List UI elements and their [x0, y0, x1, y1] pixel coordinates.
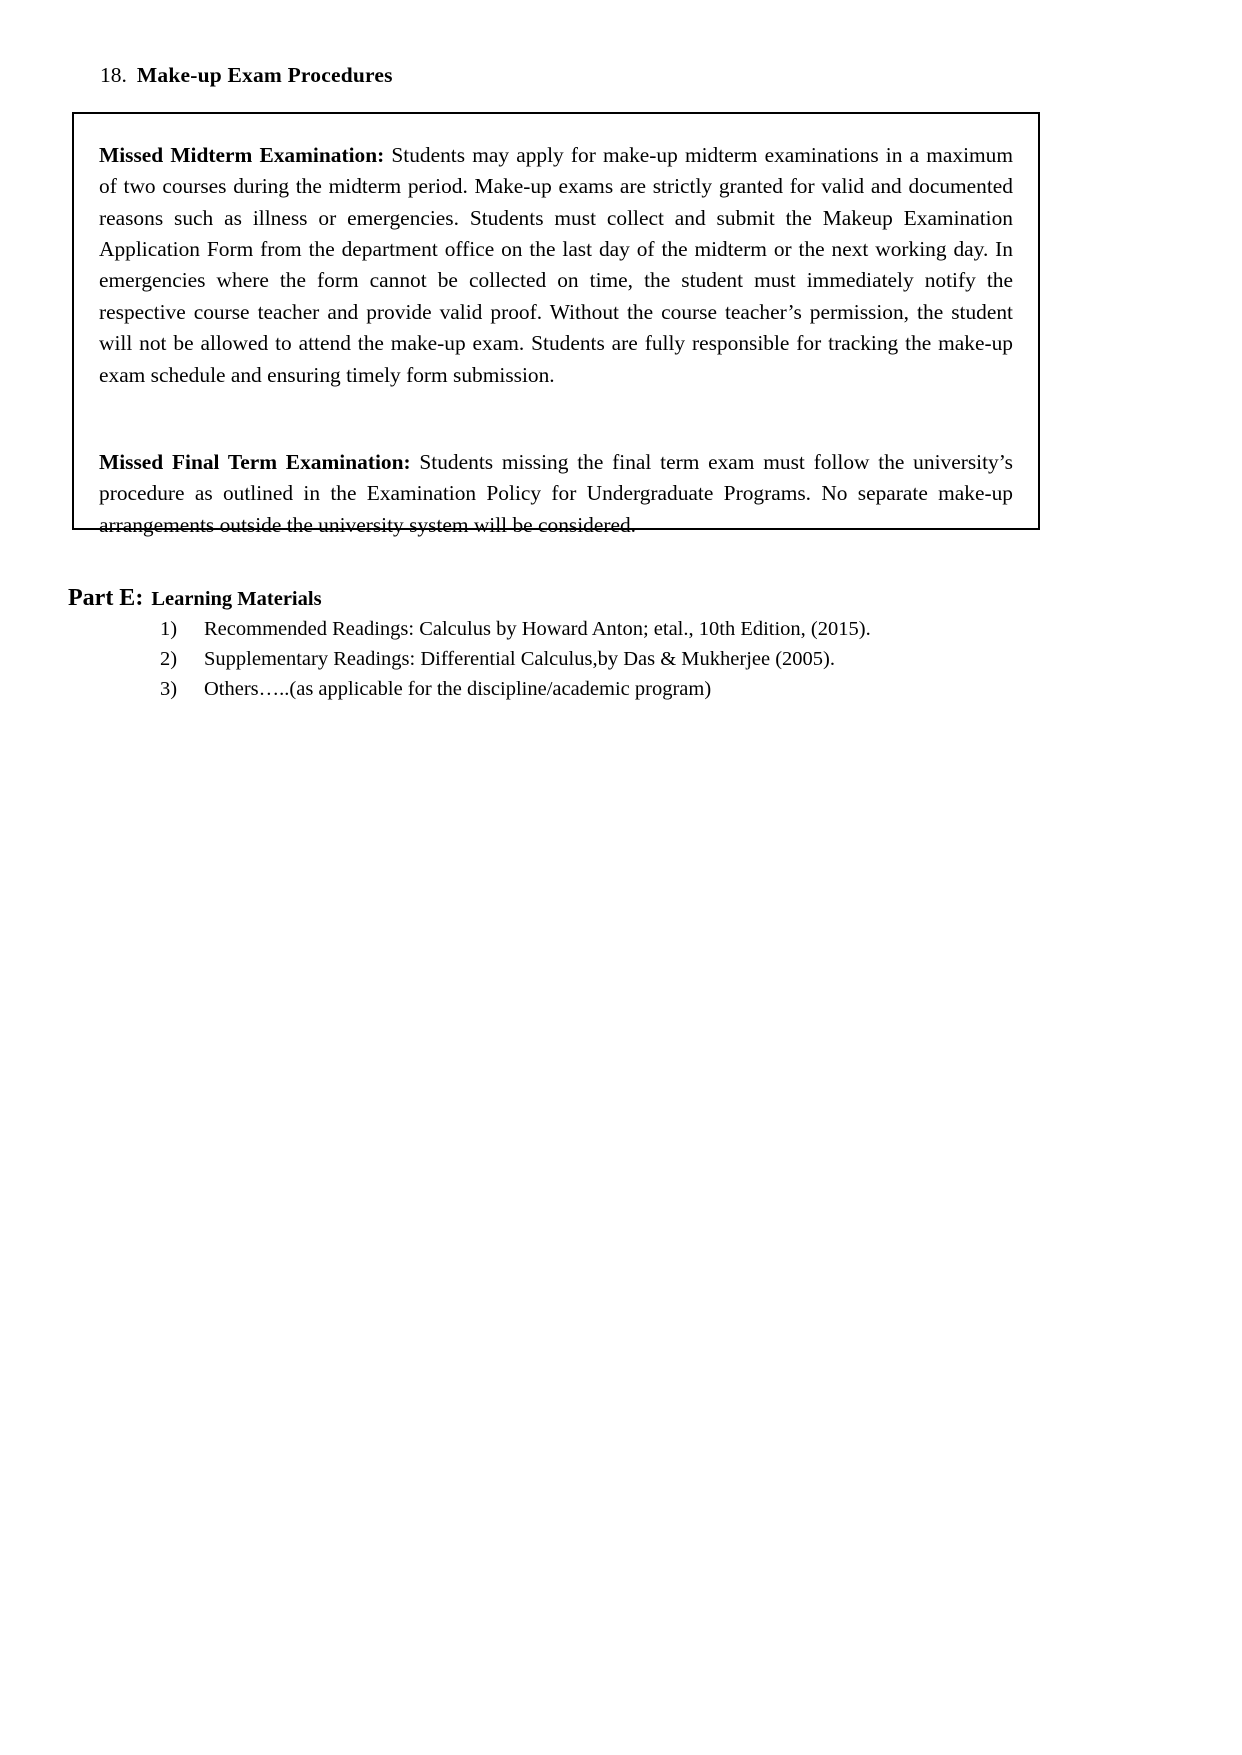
missed-final-term-paragraph	[99, 447, 1013, 541]
list-item	[160, 644, 871, 674]
list-item-marker: 2)	[160, 648, 178, 671]
part-e-heading	[68, 585, 322, 612]
part-e-label: Part E:	[68, 585, 144, 611]
list-item	[160, 674, 871, 704]
missed-midterm-paragraph	[99, 140, 1013, 391]
list-item-marker: 1)	[160, 618, 178, 640]
section-title: Make-up Exam Procedures	[136, 63, 393, 87]
missed-final-term-label: Missed Final Term Examination:	[99, 449, 411, 474]
make-up-exam-policy-box	[72, 112, 1040, 537]
part-e-title: Learning Materials	[151, 588, 322, 610]
list-item-text: Supplementary Readings: Differential Calculus,by Das & Mukherjee (2005).	[204, 648, 835, 671]
missed-midterm-body: Students may apply for make-up midterm examinations in a maximum of two courses during the midterm period. Make-up exams are strictly granted for valid and documented reasons such as illness or emergencies. Students must collect and submit the Makeup Examination Application Form from the department office on the last day of the midterm or the next working day. In emergencies where the form cannot be collected on time, the student must immediately notify the respective course teacher and provide valid proof. Without the course teacher’s permission, the student will not be allowed to attend the make-up exam. Students are fully responsible for tracking the make-up exam schedule and ensuring timely form submission.	[99, 143, 1013, 387]
missed-midterm-label: Missed Midterm Examination:	[99, 143, 385, 167]
list-item-marker: 3)	[160, 678, 178, 701]
section-heading	[100, 63, 393, 88]
list-item-text: Others…..(as applicable for the discipline/academic program)	[204, 678, 712, 701]
missed-final-term-body: Students missing the final term exam must follow the university’s procedure as outlined in the Examination Policy for Undergraduate Programs. No separate make-up arrangements outside the university system will be considered.	[99, 449, 1013, 537]
learning-materials-list	[160, 614, 871, 704]
section-number: 18.	[100, 63, 127, 87]
list-item-text: Recommended Readings: Calculus by Howard Anton; etal., 10th Edition, (2015).	[204, 618, 871, 640]
list-item	[160, 614, 871, 644]
paragraph-spacer	[99, 391, 1013, 447]
